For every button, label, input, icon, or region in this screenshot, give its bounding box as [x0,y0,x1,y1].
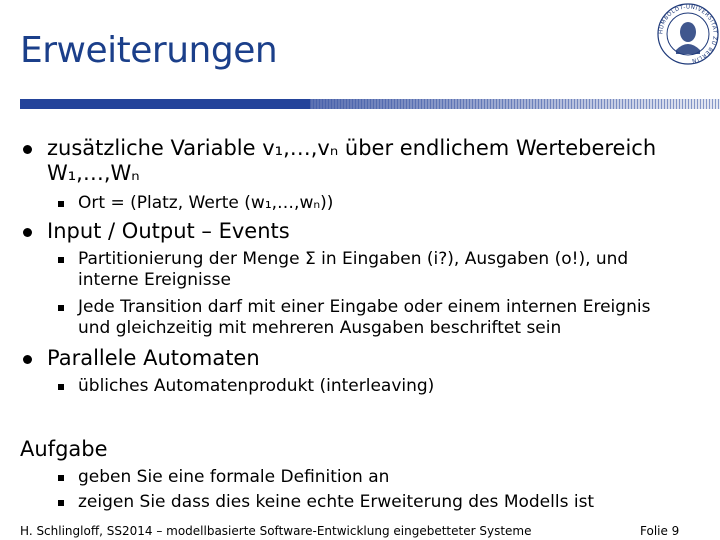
bullet-dot [23,228,32,237]
sub-bullet-3-1: übliches Automatenprodukt (interleaving) [78,376,435,396]
bullet-dot [23,145,32,154]
sub-bullet-2-2-cont: und gleichzeitig mit mehreren Ausgaben beschriftet sein [78,318,562,338]
sub-bullet-square [58,500,64,506]
slide-title: Erweiterungen [20,30,278,71]
sub-bullet-2-2: Jede Transition darf mit einer Eingabe oder einem internen Ereignis [78,297,651,317]
title-underline-bar [20,99,720,109]
aufgabe-heading: Aufgabe [20,437,108,461]
footer-slide-number: Folie 9 [640,524,680,538]
sub-bullet-1-1: Ort = (Platz, Werte (w₁,…,wₙ)) [78,193,334,213]
aufgabe-item-2: zeigen Sie dass dies keine echte Erweiterung des Modells ist [78,492,595,512]
sub-bullet-2-1: Partitionierung der Menge Σ in Eingaben (i?), Ausgaben (o!), und [78,249,629,269]
bullet-3-text: Parallele Automaten [47,346,260,370]
footer-course: H. Schlingloff, SS2014 – modellbasierte Software-Entwicklung eingebetteter Systeme [20,524,532,538]
sub-bullet-square [58,257,64,263]
sub-bullet-2-1-cont: interne Ereignisse [78,270,231,290]
sub-bullet-square [58,201,64,207]
bullet-2-text: Input / Output – Events [47,219,290,243]
university-seal-logo [656,2,720,66]
sub-bullet-square [58,475,64,481]
svg-text:HUMBOLDT-UNIVERSITÄT ZU BERLIN: HUMBOLDT-UNIVERSITÄT ZU BERLIN [658,4,718,64]
sub-bullet-square [58,384,64,390]
aufgabe-item-1: geben Sie eine formale Definition an [78,467,390,487]
bullet-1-text-cont: W₁,…,Wₙ [47,161,140,185]
bullet-1-text: zusätzliche Variable v₁,…,vₙ über endlichem Wertebereich [47,136,657,160]
bullet-dot [23,355,32,364]
sub-bullet-square [58,305,64,311]
